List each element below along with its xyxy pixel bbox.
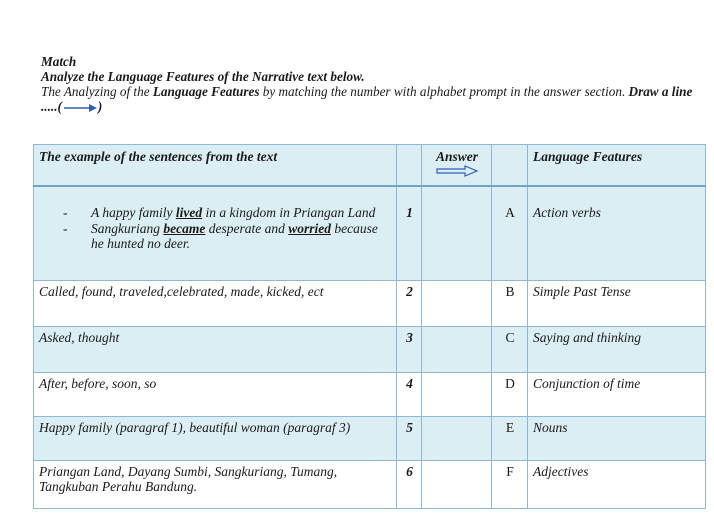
table-row <box>34 416 706 460</box>
header-answer <box>422 145 492 187</box>
header-features: Language Features <box>528 145 706 187</box>
header-example: The example of the sentences from the text <box>34 145 397 187</box>
hollow-arrow-icon <box>435 165 479 177</box>
example-bullet: - A happy family lived in a kingdom in Priangan Land <box>39 205 392 221</box>
example-cell: Priangan Land, Dayang Sumbi, Sangkuriang, Tumang, Tangkuban Perahu Bandung. <box>34 460 397 508</box>
feature-cell: Action verbs <box>528 186 706 280</box>
draw-line-text: Draw a line .....( <box>41 84 693 114</box>
feature-cell: Simple Past Tense <box>528 280 706 326</box>
feature-cell: Nouns <box>528 416 706 460</box>
example-bullet: - Sangkuriang became desperate and worried because he hunted no deer. <box>39 221 392 252</box>
example-list <box>39 205 392 252</box>
table-row <box>34 280 706 326</box>
table-row <box>34 460 706 508</box>
feature-cell: Adjectives <box>528 460 706 508</box>
answer-cell[interactable] <box>422 326 492 372</box>
table-row <box>34 326 706 372</box>
header-letter-blank <box>492 145 528 187</box>
letter-cell: F <box>492 460 528 508</box>
letter-cell: A <box>492 186 528 280</box>
number-cell: 1 <box>397 186 422 280</box>
answer-cell[interactable] <box>422 280 492 326</box>
letter-cell: B <box>492 280 528 326</box>
instruction-post: by matching the number with alphabet prompt in the answer section. <box>259 84 629 99</box>
answer-cell[interactable] <box>422 372 492 416</box>
answer-cell[interactable] <box>422 186 492 280</box>
header-row <box>34 145 706 187</box>
example-cell: Asked, thought <box>34 326 397 372</box>
letter-cell: D <box>492 372 528 416</box>
example-cell: Called, found, traveled,celebrated, made, kicked, ect <box>34 280 397 326</box>
title-match: Match <box>41 54 77 69</box>
feature-cell: Conjunction of time <box>528 372 706 416</box>
example-cell: Happy family (paragraf 1), beautiful woman (paragraf 3) <box>34 416 397 460</box>
letter-cell: C <box>492 326 528 372</box>
title-analyze: Analyze the Language Features of the Narrative text below. <box>41 69 365 84</box>
paren-close: ) <box>97 99 103 114</box>
instructions-block <box>41 54 711 114</box>
instruction-pre: The Analyzing of the <box>41 84 153 99</box>
answer-cell[interactable] <box>422 460 492 508</box>
instruction-bold: Language Features <box>152 84 260 99</box>
feature-cell: Saying and thinking <box>528 326 706 372</box>
example-cell: After, before, soon, so <box>34 372 397 416</box>
number-cell: 2 <box>397 280 422 326</box>
table-row <box>34 372 706 416</box>
number-cell: 3 <box>397 326 422 372</box>
answer-label: Answer <box>435 149 479 164</box>
header-num-blank <box>397 145 422 187</box>
example-cell <box>34 186 397 280</box>
answer-cell[interactable] <box>422 416 492 460</box>
table-row <box>34 186 706 280</box>
instruction-text <box>41 84 711 114</box>
number-cell: 6 <box>397 460 422 508</box>
number-cell: 5 <box>397 416 422 460</box>
matching-table <box>33 144 706 509</box>
arrow-right-icon <box>62 103 98 113</box>
letter-cell: E <box>492 416 528 460</box>
number-cell: 4 <box>397 372 422 416</box>
